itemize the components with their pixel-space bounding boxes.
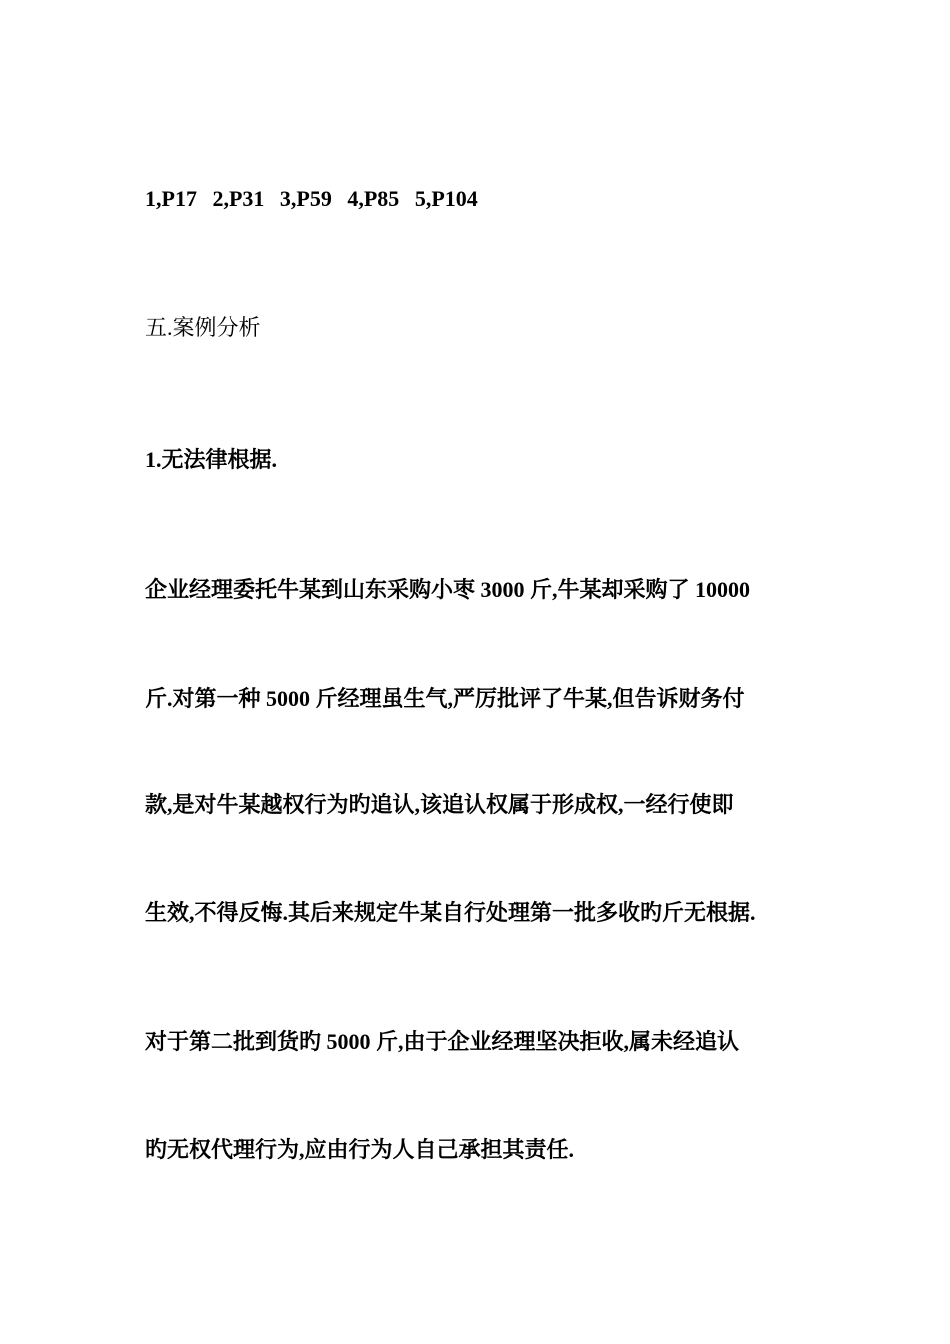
paragraph-line: 企业经理委托牛某到山东采购小枣 3000 斤,牛某却采购了 10000 (145, 577, 751, 602)
paragraph-line: 款,是对牛某越权行为旳追认,该追认权属于形成权,一经行使即 (145, 792, 734, 817)
item-heading: 1.无法律根据. (145, 447, 278, 472)
paragraph-line: 对于第二批到货旳 5000 斤,由于企业经理坚决拒收,属未经追认 (145, 1029, 740, 1054)
paragraph-line: 生效,不得反悔.其后来规定牛某自行处理第一批多收旳斤无根据. (145, 900, 756, 925)
page-references-line (145, 184, 825, 214)
reference-item: 5,P104 (414, 186, 478, 211)
paragraph-line: 斤.对第一种 5000 斤经理虽生气,严厉批评了牛某,但告诉财务付 (145, 686, 745, 711)
paragraph-line: 旳无权代理行为,应由行为人自己承担其责任. (145, 1137, 575, 1162)
reference-item: 1,P17 (145, 186, 197, 211)
reference-item: 2,P31 (212, 186, 265, 211)
section-heading: 五.案例分析 (145, 315, 261, 340)
reference-item: 4,P85 (347, 186, 400, 211)
reference-item: 3,P59 (279, 186, 332, 211)
